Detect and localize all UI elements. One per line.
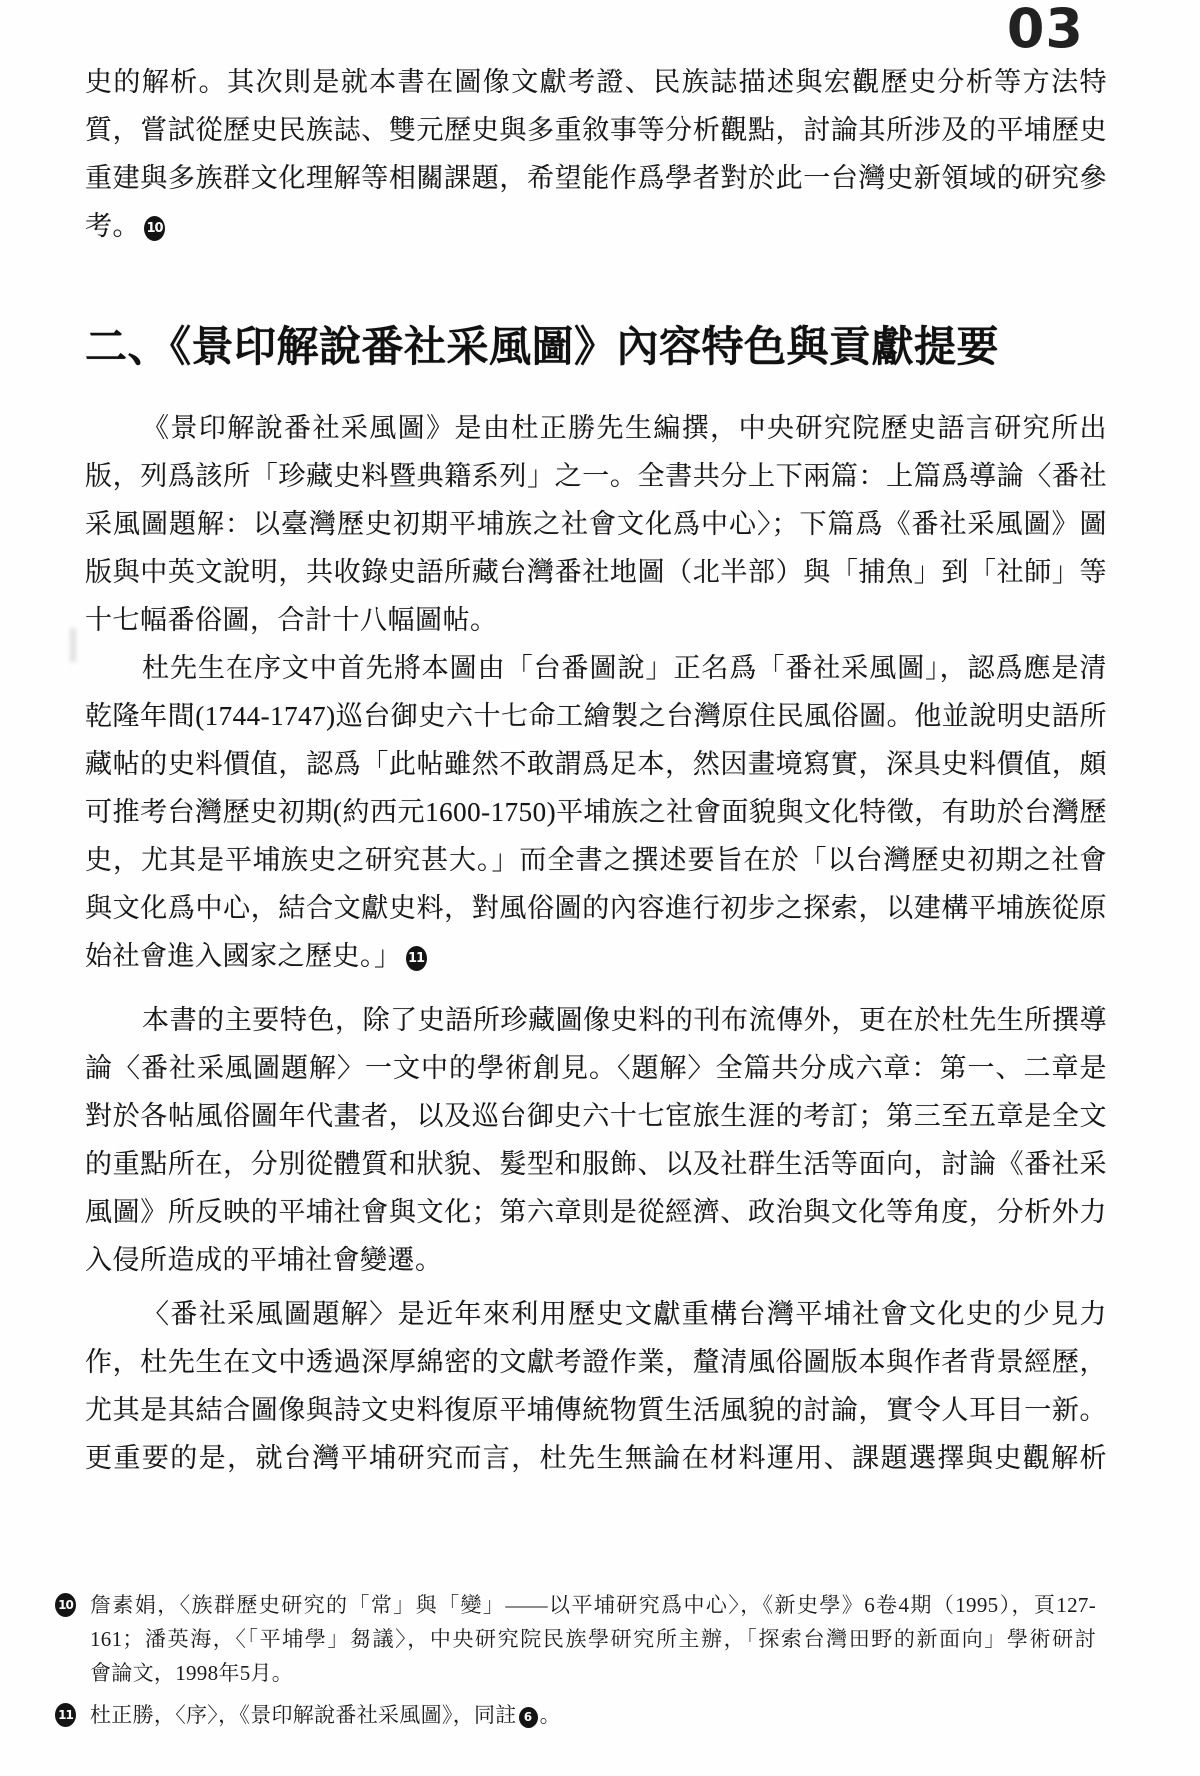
text-line: 的重點所在，分別從體質和狀貌、髮型和服飾、以及社群生活等面向，討論《番社采	[85, 1149, 1107, 1179]
text-line: 作，杜先生在文中透過深厚綿密的文獻考證作業，釐清風俗圖版本與作者背景經歷，	[85, 1347, 1107, 1377]
footnote-6-ref-icon: 6	[519, 1707, 538, 1728]
text-line: 《景印解說番社采風圖》是由杜正勝先生編撰，中央研究院歷史語言研究所出	[142, 413, 1107, 443]
text-line: 風圖》所反映的平埔社會與文化；第六章則是從經濟、政治與文化等角度，分析外力	[85, 1197, 1107, 1227]
text-line: 史的解析。其次則是就本書在圖像文獻考證、民族誌描述與宏觀歷史分析等方法特	[85, 67, 1107, 97]
text-line: 質，嘗試從歷史民族誌、雙元歷史與多重敘事等分析觀點，討論其所涉及的平埔歷史	[85, 115, 1107, 145]
text-line: 藏帖的史料價值，認爲「此帖雖然不敢謂爲足本，然因畫境寫實，深具史料價值，頗	[85, 749, 1107, 779]
text-line: 采風圖題解：以臺灣歷史初期平埔族之社會文化爲中心〉；下篇爲《番社采風圖》圖	[85, 509, 1107, 539]
text-fragment: 。	[539, 1703, 561, 1727]
text-line: 杜先生在序文中首先將本圖由「台番圖說」正名爲「番社采風圖」，認爲應是清	[142, 653, 1107, 683]
text-line: 論〈番社采風圖題解〉一文中的學術創見。〈題解〉全篇共分成六章：第一、二章是	[85, 1053, 1107, 1083]
text-line: 十七幅番俗圖，合計十八幅圖帖。	[85, 605, 498, 635]
text-line: 尤其是其結合圖像與詩文史料復原平埔傳統物質生活風貌的討論，實令人耳目一新。	[85, 1395, 1107, 1425]
text-line: 對於各帖風俗圖年代畫者，以及巡台御史六十七宦旅生涯的考訂；第三至五章是全文	[85, 1101, 1107, 1131]
text-line: 入侵所造成的平埔社會變遷。	[85, 1245, 443, 1275]
text-line: 〈番社采風圖題解〉是近年來利用歷史文獻重構台灣平埔社會文化史的少見力	[142, 1299, 1107, 1329]
overview-paragraph	[85, 404, 1107, 644]
footnote-10-ref-icon: 10	[144, 216, 165, 241]
footnote-11	[58, 1698, 1096, 1732]
text-fragment: 杜正勝，〈序〉，《景印解說番社采風圖》，同註	[90, 1703, 517, 1727]
footnote-10	[58, 1588, 1096, 1690]
scan-artifact	[70, 628, 76, 662]
footnote-line: 會論文，1998年5月。	[90, 1661, 294, 1685]
text-line: 乾隆年間(1744-1747)巡台御史六十七命工繪製之台灣原住民風俗圖。他並說明史語所	[85, 701, 1107, 731]
text-line: 版與中英文說明，共收錄史語所藏台灣番社地圖（北半部）與「捕魚」到「社師」等	[85, 557, 1107, 587]
text-line: 與文化爲中心，結合文獻史料，對風俗圖的內容進行初步之探索，以建構平埔族從原	[85, 893, 1107, 923]
footnote-11-ref-icon: 11	[406, 946, 427, 971]
text-line: 版，列爲該所「珍藏史料暨典籍系列」之一。全書共分上下兩篇：上篇爲導論〈番社	[85, 461, 1107, 491]
text-line: 重建與多族群文化理解等相關課題，希望能作爲學者對於此一台灣史新領域的研究參	[85, 163, 1107, 193]
footnote-line: 詹素娟，〈族群歷史研究的「常」與「變」——以平埔研究爲中心〉，《新史學》6卷4期（1995），頁127-	[90, 1593, 1096, 1617]
footnote-line: 161；潘英海，〈「平埔學」芻議〉，中央研究院民族學研究所主辦，「探索台灣田野的新面向」學術研討	[90, 1627, 1096, 1651]
footnote-10-marker-icon: 10	[55, 1593, 76, 1617]
text-line: 史，尤其是平埔族史之研究甚大。」而全書之撰述要旨在於「以台灣歷史初期之社會	[85, 845, 1107, 875]
text-line	[85, 932, 1107, 980]
text-line: 可推考台灣歷史初期(約西元1600-1750)平埔族之社會面貌與文化特徵，有助於台灣歷	[85, 797, 1107, 827]
footnote-line	[90, 1698, 1096, 1732]
evaluation-paragraph	[85, 1290, 1107, 1482]
preface-paragraph	[85, 644, 1107, 980]
features-paragraph	[85, 996, 1107, 1284]
section-heading: 二、《景印解說番社采風圖》內容特色與貢獻提要	[85, 324, 1000, 371]
page-number: 03	[1006, 0, 1084, 60]
text-line	[85, 202, 1107, 250]
text-line: 本書的主要特色，除了史語所珍藏圖像史料的刊布流傳外，更在於杜先生所撰導	[142, 1005, 1107, 1035]
text-fragment: 始社會進入國家之歷史。」	[85, 941, 402, 971]
text-line: 更重要的是，就台灣平埔研究而言，杜先生無論在材料運用、課題選擇與史觀解析	[85, 1443, 1107, 1473]
intro-paragraph	[85, 58, 1107, 250]
text-fragment: 考。	[85, 211, 140, 241]
footnote-11-marker-icon: 11	[55, 1703, 76, 1727]
footnotes-section	[58, 1588, 1096, 1732]
